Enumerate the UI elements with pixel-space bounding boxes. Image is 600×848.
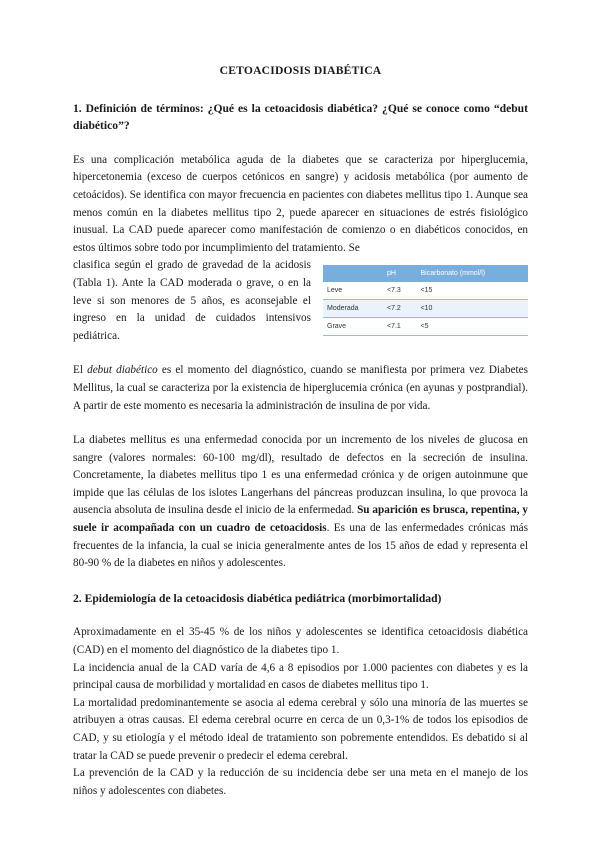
section-2-paragraph-2: La incidencia anual de la CAD varía de 4,6 a 8 episodios por 1.000 pacientes con diabetes y es la principal causa de morbilidad y mortalidad en casos de diabetes mellitus tipo 1. [73, 661, 528, 692]
table-row [323, 282, 528, 300]
document-title: CETOACIDOSIS DIABÉTICA [219, 64, 382, 77]
section-2-paragraph-1: Aproximadamente en el 35-45 % de los niños y adolescentes se identifica cetoacidosis diabética (CAD) en el momento del diagnóstico de la diabetes tipo 1. [73, 626, 528, 657]
severity-table-header [323, 265, 528, 282]
section-1-paragraph-2: El debut diabético es el momento del diagnóstico, cuando se manifiesta por primera vez Diabetes Mellitus, la cual se caracteriza por la existencia de hiperglucemia crónica (en ayunas y postprandial). A partir de este momento es necesaria la administración de insulina de por vida. [73, 364, 528, 412]
section-2-paragraph-3: La mortalidad predominantemente se asocia al edema cerebral y sólo una minoría de las muertes se atribuyen a otras causas. El edema cerebral ocurre en cerca de un 0,3-1% de todos los episodios de CAD, y su etiología y el método ideal de tratamiento son pobremente entendidos. Es debatido si al tratar la CAD se puede prevenir o predecir el edema cerebral. [73, 696, 528, 762]
classification-block [73, 257, 528, 345]
table-cell-ph: <7.2 [383, 300, 417, 318]
table-cell-severity: Moderada [323, 300, 383, 318]
section-2-heading: 2. Epidemiología de la cetoacidosis diabética pediátrica (morbimortalidad) [73, 591, 442, 605]
section-1-paragraph-1-continued: clasifica según el grado de gravedad de la acidosis (Tabla 1). Ante la CAD moderada o grave, o en la leve si son menores de 5 años, es aconsejable el ingreso en la unidad de cuidados intensivos pediátrica. [73, 259, 311, 342]
section-1-heading: 1. Definición de términos: ¿Qué es la cetoacidosis diabética? ¿Qué se conoce como “debut diabético”? [73, 101, 528, 133]
table-cell-ph: <7.1 [383, 318, 417, 336]
onset-highlight: Su aparición es brusca, repentina, y suele ir acompañada con un cuadro de cetoacidosis [73, 504, 529, 535]
section-1-paragraph-3: La diabetes mellitus es una enfermedad conocida por un incremento de los niveles de glucosa en sangre (valores normales: 60-100 mg/dl), resultado de defectos en la secreción de insulina. Concretamente, la diabetes mellitus tipo 1 es una enfermedad crónica y de origen autoinmune que impide que las células de los islotes Langerhans del páncreas produzcan insulina, lo que provoca la ausencia absoluta de insulina desde el inicio de la enfermedad. Su aparición es brusca, repentina, y suele ir acompañada con un cuadro de cetoacidosis. Es una de las enfermedades crónicas más frecuentes de la infancia, la cual se inicia generalmente antes de los 15 años de edad y representa el 80-90 % de la diabetes en niños y adolescentes. [73, 434, 529, 570]
table-row [323, 300, 528, 318]
table-header-cell: Bicarbonato (mmol/l) [417, 265, 528, 282]
table-cell-bicarbonate: <15 [417, 282, 528, 300]
debut-diabetico-term: debut diabético [87, 364, 158, 377]
table-header-cell: pH [383, 265, 417, 282]
table-cell-severity: Leve [323, 282, 383, 300]
section-1-paragraph-1: Es una complicación metabólica aguda de la diabetes que se caracteriza por hiperglucemia, hipercetonemia (exceso de cuerpos cetónicos en sangre) y acidosis metabólica (por aumento de cetoácidos). Se identifica con mayor frecuencia en pacientes con diabetes mellitus tipo 1. Aunque sea menos común en la diabetes mellitus tipo 2, puede aparecer en situaciones de estrés fisiológico inusual. La CAD puede aparecer como manifestación de comienzo o en diabéticos conocidos, en estos últimos sobre todo por incumplimiento del tratamiento. Se [73, 153, 528, 254]
table-cell-severity: Grave [323, 318, 383, 336]
table-cell-ph: <7.3 [383, 282, 417, 300]
document-body [73, 62, 528, 800]
table-cell-bicarbonate: <10 [417, 300, 528, 318]
table-row [323, 318, 528, 336]
severity-table [323, 265, 528, 336]
table-header-cell [323, 265, 383, 282]
section-2-paragraph-4: La prevención de la CAD y la reducción de su incidencia debe ser una meta en el manejo de los niños y adolescentes con diabetes. [73, 767, 528, 797]
table-cell-bicarbonate: <5 [417, 318, 528, 336]
